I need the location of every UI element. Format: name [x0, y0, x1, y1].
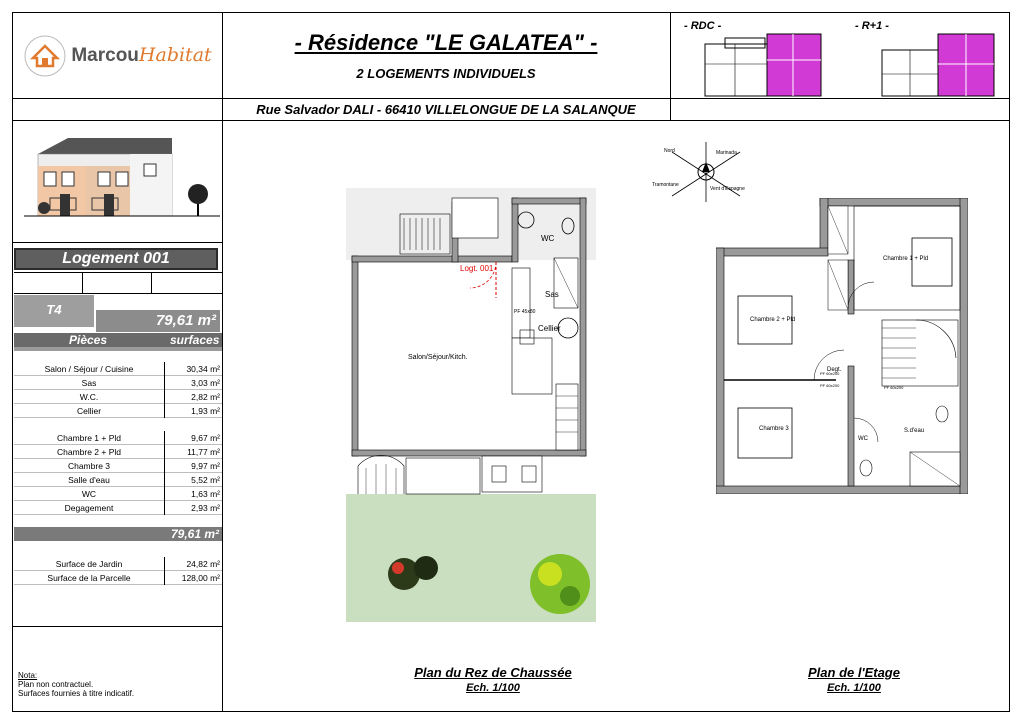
divider-header [12, 98, 1010, 99]
room-name: W.C. [79, 392, 99, 402]
etage-label-ch2: Chambre 2 + Pld [750, 317, 796, 323]
rdc-caption [376, 665, 610, 694]
room-name: WC [81, 489, 97, 499]
table-row [14, 376, 222, 390]
table-row [14, 459, 222, 473]
table-strip [14, 347, 222, 351]
table-row [14, 571, 222, 585]
etage-label-pf2: PF 60x200 [820, 383, 840, 388]
room-name: Cellier [76, 406, 102, 416]
room-surface: 5,52 m² [191, 475, 220, 485]
etage-caption [754, 665, 954, 694]
room-name: Sas [81, 378, 97, 388]
table-row [14, 431, 222, 445]
table-row [14, 445, 222, 459]
logo-seal-icon [23, 34, 67, 78]
table-vline-1 [82, 272, 83, 293]
thumb-rdc-label: - RDC - [684, 20, 722, 32]
table-line-1 [14, 272, 222, 273]
rdc-label-logt: Logt. 001 [460, 264, 494, 273]
room-surface: 2,82 m² [191, 392, 220, 402]
col-surfaces: surfaces [170, 333, 220, 347]
etage-label-wc: WC [858, 436, 868, 442]
rdc-floor-plan [346, 188, 596, 622]
compass-label-1: Tramontane [652, 182, 679, 188]
compass-label-2: Marinada [716, 150, 737, 156]
note-line-2: Surfaces fournies à titre indicatif. [18, 689, 135, 698]
thumb-rdc-plan [695, 30, 825, 98]
room-surface: 24,82 m² [186, 559, 220, 569]
company-logo [13, 13, 222, 98]
etage-title: Plan de l'Etage [808, 665, 900, 680]
divider-facade [12, 242, 222, 243]
rdc-label-sas: Sas [545, 290, 559, 299]
note [18, 671, 134, 698]
room-name: Degagement [64, 503, 114, 513]
room-surface: 1,63 m² [191, 489, 220, 499]
room-name: Surface de la Parcelle [47, 573, 131, 583]
room-name: Chambre 3 [67, 461, 111, 471]
etage-label-ch1: Chambre 1 + Pld [883, 256, 929, 262]
rdc-scale: Ech. 1/100 [466, 682, 520, 694]
logo-brand: Marcou [71, 45, 139, 66]
compass-label-3: Vent d'Espagne [710, 186, 745, 192]
etage-scale: Ech. 1/100 [827, 682, 881, 694]
rdc-label-salon: Salon/Séjour/Kitch. [408, 354, 468, 361]
note-title: Nota: [18, 671, 38, 680]
etage-label-degt: Degt. [827, 367, 842, 373]
divider-address [12, 120, 1010, 121]
table-row [14, 473, 222, 487]
table-row [14, 487, 222, 501]
rdc-label-pf: PF 45x80 [514, 309, 536, 315]
page-title: - Résidence "LE GALATEA" - [294, 30, 598, 55]
room-name: Surface de Jardin [55, 559, 123, 569]
logement-type: T4 [14, 295, 94, 327]
room-surface: 9,67 m² [191, 433, 220, 443]
thumb-r1-label: - R+1 - [855, 20, 889, 32]
room-surface: 128,00 m² [181, 573, 220, 583]
col-pieces: Pièces [69, 333, 108, 347]
room-name: Salle d'eau [68, 475, 110, 485]
table-row [14, 362, 222, 376]
room-name: Chambre 2 + Pld [56, 447, 122, 457]
divider-note [12, 626, 222, 627]
table-line-2 [14, 293, 222, 294]
compass-north: Nord [664, 148, 675, 154]
page-subtitle: 2 LOGEMENTS INDIVIDUELS [356, 66, 536, 81]
table-row [14, 557, 222, 571]
table-vline-2 [151, 272, 152, 293]
total-area: 79,61 m² [14, 527, 222, 541]
table-row [14, 404, 222, 418]
table-header [14, 333, 222, 347]
address: Rue Salvador DALI - 66410 VILLELONGUE DE LA SALANQUE [256, 102, 636, 117]
room-surface: 3,03 m² [191, 378, 220, 388]
logo-brand-italic: Habitat [138, 44, 212, 66]
etage-label-sdeau: S.d'eau [904, 428, 925, 434]
thumb-r1-plan [878, 30, 998, 98]
room-surface: 30,34 m² [186, 364, 220, 374]
logement-area: 79,61 m² [96, 310, 220, 332]
table-row [14, 501, 222, 515]
note-line-1: Plan non contractuel. [18, 680, 94, 689]
rdc-label-cellier: Cellier [538, 324, 561, 333]
etage-label-pf1: PF 60x200 [820, 371, 840, 376]
rdc-title: Plan du Rez de Chaussée [414, 665, 572, 680]
room-surface: 1,93 m² [191, 406, 220, 416]
room-name: Chambre 1 + Pld [56, 433, 122, 443]
room-name: Salon / Séjour / Cuisine [44, 364, 134, 374]
table-row [14, 390, 222, 404]
logement-title: Logement 001 [14, 248, 218, 270]
etage-floor-plan [716, 198, 968, 494]
room-surface: 9,97 m² [191, 461, 220, 471]
title-block [222, 13, 670, 98]
rdc-label-wc: WC [541, 234, 555, 243]
room-surface: 11,77 m² [187, 447, 220, 457]
divider-header-right [670, 12, 671, 120]
etage-label-ch3: Chambre 3 [759, 426, 789, 432]
facade-illustration [24, 138, 220, 222]
room-surface: 2,93 m² [191, 503, 220, 513]
etage-label-pf3: PF 60x200 [884, 385, 904, 390]
